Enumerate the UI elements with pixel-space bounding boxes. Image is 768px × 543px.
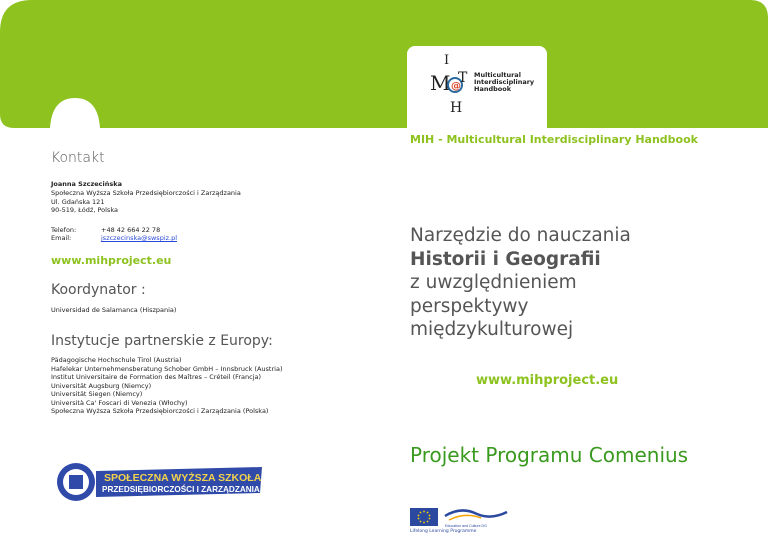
svg-text:T: T — [458, 70, 468, 86]
logo-line-2: Interdisciplinary — [474, 78, 535, 86]
list-item: Università Ca' Foscari di Venezia (Włochy) — [51, 398, 188, 407]
partners-list — [51, 356, 282, 416]
svg-text:@: @ — [451, 81, 461, 92]
coordinator-value: Universidad de Salamanca (Hiszpania) — [51, 306, 177, 314]
list-item: Universität Siegen (Niemcy) — [51, 390, 143, 398]
svg-text:H: H — [450, 100, 463, 116]
llp-caption: Lifelong Learning Programme — [410, 529, 477, 534]
program-title: Projekt Programu Comenius — [410, 443, 689, 467]
list-item: Hafelekar Unternehmensberatung Schober GmbH – Innsbruck (Austria) — [51, 364, 283, 373]
list-item: Universität Augsburg (Niemcy) — [51, 381, 152, 390]
contact-email-row — [51, 234, 177, 243]
tool-line-2: Historii i Geografii — [410, 248, 601, 270]
tool-line-1: Narzędzie do nauczania — [410, 225, 631, 246]
partners-heading: Instytucje partnerskie z Europy: — [51, 333, 273, 349]
tool-description — [410, 224, 631, 342]
contact-address — [51, 189, 241, 215]
email-link[interactable]: jszczecinska@swspiz.pl — [101, 234, 178, 242]
email-label: Email: — [51, 234, 72, 242]
svg-text:I: I — [444, 53, 450, 68]
school-logo — [56, 459, 266, 505]
website-link-left[interactable]: www.mihproject.eu — [51, 254, 172, 267]
tool-line-5: międzykulturowej — [410, 319, 574, 340]
contact-org: Społeczna Wyższa Szkoła Przedsiębiorczości i Zarządzania — [51, 189, 241, 197]
tool-line-3: z uwzględnieniem — [410, 272, 577, 293]
eu-flag-icon — [410, 508, 438, 526]
school-logo-line-1: SPOŁECZNA WYŻSZA SZKOŁA — [104, 472, 262, 484]
logo-text — [474, 72, 534, 93]
list-item: Społeczna Wyższa Szkoła Przedsiębiorczości i Zarządzania (Polska) — [51, 407, 269, 415]
header-band — [0, 0, 768, 128]
contact-name: Joanna Szczecińska — [51, 180, 122, 188]
coordinator-heading: Koordynator : — [51, 282, 146, 298]
school-logo-line-2: PRZEDSIĘBIORCZOŚCI I ZARZĄDZANIA — [102, 485, 260, 494]
phone-value: +48 42 664 22 78 — [101, 226, 161, 234]
phone-label: Telefon: — [51, 226, 77, 234]
llp-logo-icon — [441, 506, 511, 528]
contact-city: 90-519, Łódź, Polska — [51, 206, 118, 214]
list-item: Pädagogische Hochschule Tirol (Austria) — [51, 356, 182, 364]
llp-small-text: Education and Culture DG — [445, 524, 487, 528]
list-item: Institut Universitaire de Formation des Maîtres – Créteil (Francja) — [51, 373, 262, 381]
logo-line-1: Multicultural — [474, 71, 521, 79]
svg-text:M: M — [430, 71, 451, 95]
website-link-right[interactable]: www.mihproject.eu — [476, 373, 619, 388]
mih-title: MIH - Multicultural Interdisciplinary Handbook — [410, 133, 698, 146]
contact-street: Ul. Gdańska 121 — [51, 197, 105, 206]
tool-line-4: perspektywy — [410, 295, 529, 317]
contact-heading: Kontakt — [51, 150, 105, 166]
logo-line-3: Handbook — [474, 85, 512, 93]
mih-logo-icon — [430, 52, 478, 116]
